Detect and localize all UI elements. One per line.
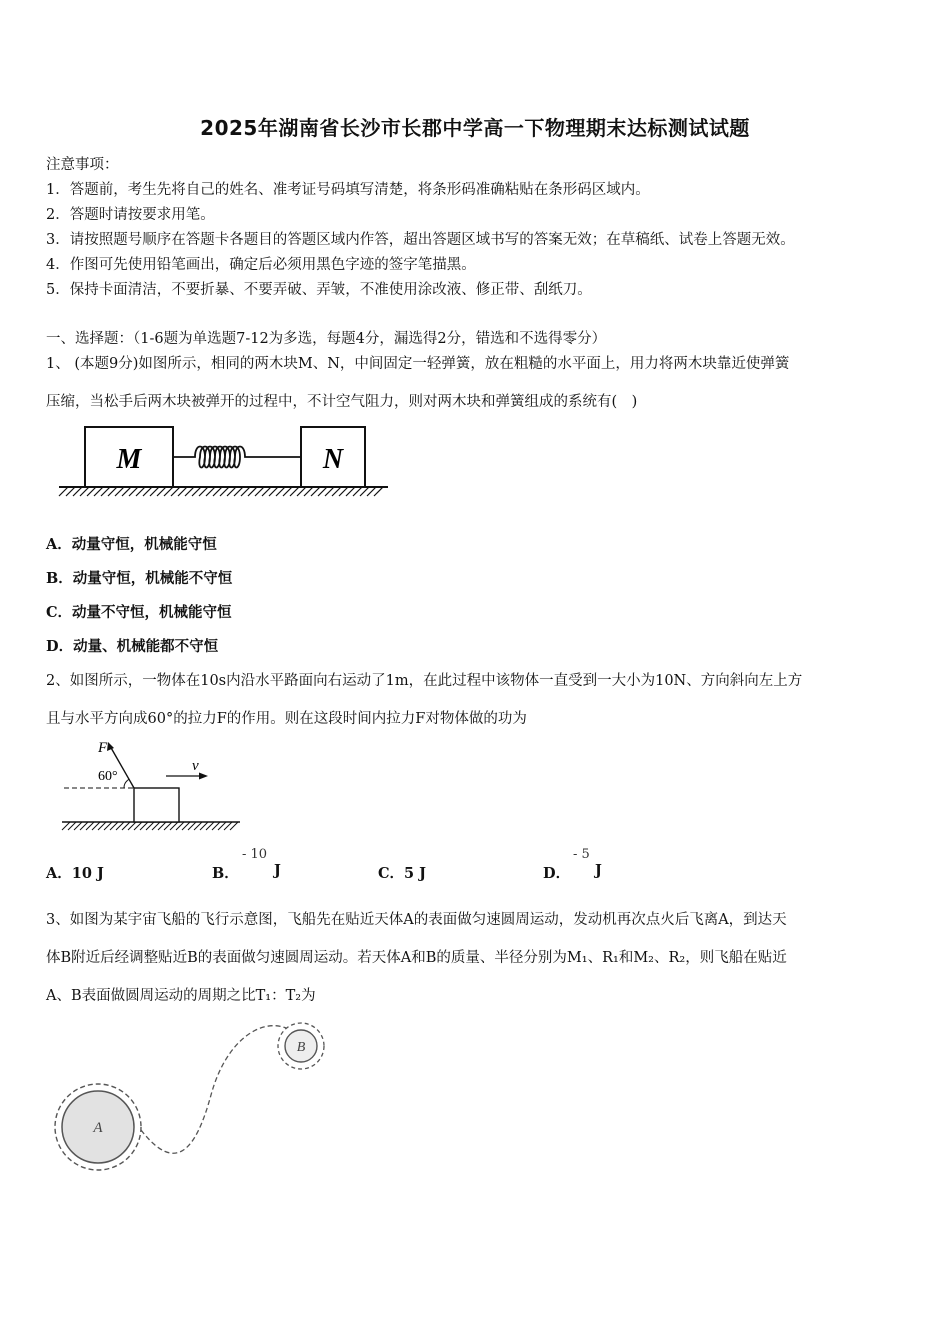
notice-item: 1．答题前，考生先将自己的姓名、准考证号码填写清楚，将条形码准确粘贴在条形码区域内。 — [46, 182, 650, 198]
transfer-path — [141, 1026, 286, 1154]
option-d: D．动量、机械能都不守恒 — [46, 638, 219, 655]
option-a: A．10 J — [46, 865, 104, 882]
question-3-text: 体B附近后经调整贴近B的表面做匀速圆周运动。若天体A和B的质量、半径分别为M₁、R₁和M₂、R₂，则飞船在贴近 — [46, 950, 787, 966]
option-d: D． — [543, 865, 571, 882]
velocity-label: v — [192, 758, 199, 774]
option-b: B．动量守恒，机械能不守恒 — [46, 570, 233, 587]
option-d-value: - 5 — [573, 847, 590, 862]
spring — [173, 447, 301, 468]
page-title: 2025年湖南省长沙市长郡中学高一下物理期末达标测试试题 — [200, 116, 750, 140]
block — [134, 788, 179, 822]
angle-label: 60° — [98, 769, 118, 784]
force-block-figure — [58, 738, 258, 833]
question-1-text: 1、 (本题9分)如图所示，相同的两木块M、N，中间固定一轻弹簧，放在粗糙的水平面上，用力将两木块靠近使弹簧 — [46, 356, 790, 372]
question-3-text: A、B表面做圆周运动的周期之比T₁：T₂为 — [46, 988, 316, 1004]
option-d-unit: J — [595, 862, 602, 879]
force-label: F — [98, 740, 108, 756]
question-2-text: 且与水平方向成60°的拉力F的作用。则在这段时间内拉力F对物体做的功为 — [46, 711, 527, 727]
option-b-unit: J — [274, 862, 281, 879]
notice-heading: 注意事项： — [46, 157, 119, 173]
option-b-value: - 10 — [242, 847, 268, 862]
block-m-label: M — [116, 444, 142, 475]
body-b-label: B — [296, 1040, 306, 1055]
orbit-figure — [46, 1010, 346, 1175]
spring-blocks-figure — [55, 420, 395, 502]
section-heading: 一、选择题：（1-6题为单选题7-12为多选，每题4分，漏选得2分，错选和不选得零分） — [46, 331, 607, 347]
question-3-text: 3、如图为某宇宙飞船的飞行示意图，飞船先在贴近天体A的表面做匀速圆周运动，发动机再次点火后飞离A，到达天 — [46, 912, 787, 928]
option-a: A．动量守恒，机械能守恒 — [46, 536, 217, 553]
option-c: C．动量不守恒，机械能守恒 — [46, 604, 232, 621]
notice-item: 3．请按照题号顺序在答题卡各题目的答题区域内作答，超出答题区域书写的答案无效；在草稿纸、试卷上答题无效。 — [46, 232, 795, 248]
question-2-text: 2、如图所示，一物体在10s内沿水平路面向右运动了1m，在此过程中该物体一直受到一大小为10N、方向斜向左上方 — [46, 673, 803, 689]
body-a-label: A — [93, 1120, 103, 1136]
block-n-label: N — [322, 444, 344, 475]
notice-item: 4．作图可先使用铅笔画出，确定后必须用黑色字迹的签字笔描黑。 — [46, 257, 476, 273]
notice-item: 2．答题时请按要求用笔。 — [46, 207, 215, 223]
option-c: C．5 J — [378, 865, 427, 882]
question-1-text: 压缩，当松手后两木块被弹开的过程中，不计空气阻力，则对两木块和弹簧组成的系统有( ) — [46, 394, 638, 410]
option-b: B． — [212, 865, 239, 882]
notice-item: 5．保持卡面清洁，不要折暴、不要弄破、弄皱，不准使用涂改液、修正带、刮纸刀。 — [46, 282, 592, 298]
